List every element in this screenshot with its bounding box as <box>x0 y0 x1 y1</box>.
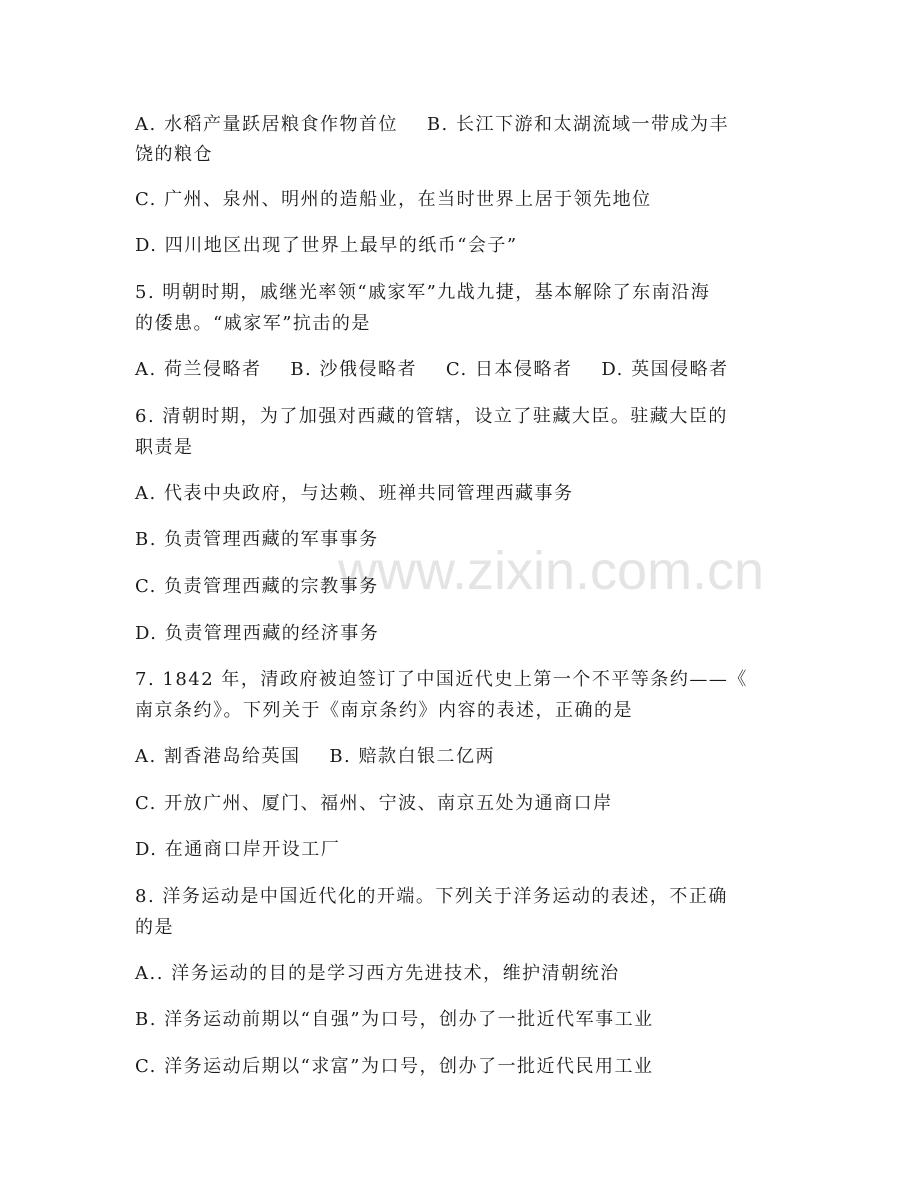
option-line-4c: C. 广州、泉州、明州的造船业，在当时世界上居于领先地位 <box>135 189 652 210</box>
question-6: 6. 清朝时期，为了加强对西藏的管辖，设立了驻藏大臣。驻藏大臣的 <box>135 406 728 427</box>
option-6c: C. 负责管理西藏的宗教事务 <box>135 576 379 597</box>
option-8c: C. 洋务运动后期以“求富”为口号，创办了一批近代民用工业 <box>135 1056 654 1077</box>
option-7c: C. 开放广州、厦门、福州、宁波、南京五处为通商口岸 <box>135 793 613 814</box>
question-8-cont: 的是 <box>135 917 174 938</box>
option-8b: B. 洋务运动前期以“自强”为口号，创办了一批近代军事工业 <box>135 1009 654 1030</box>
question-5: 5. 明朝时期，戚继光率领“戚家军”九战九捷，基本解除了东南沿海 <box>135 282 711 303</box>
option-6b: B. 负责管理西藏的军事事务 <box>135 529 379 550</box>
option-line-4d: D. 四川地区出现了世界上最早的纸币“会子” <box>135 235 518 256</box>
watermark: www.zixin.com.cn <box>338 541 765 601</box>
options-7ab: A. 割香港岛给英国 B. 赔款白银二亿两 <box>135 746 495 767</box>
option-line-4a-4b: A. 水稻产量跃居粮食作物首位 B. 长江下游和太湖流域一带成为丰 <box>135 114 729 135</box>
option-7d: D. 在通商口岸开设工厂 <box>135 839 341 860</box>
question-7: 7. 1842 年，清政府被迫签订了中国近代史上第一个不平等条约——《 <box>135 669 748 690</box>
option-line-4b-cont: 饶的粮仓 <box>135 144 213 165</box>
question-8: 8. 洋务运动是中国近代化的开端。下列关于洋务运动的表述，不正确 <box>135 886 728 907</box>
options-5: A. 荷兰侵略者 B. 沙俄侵略者 C. 日本侵略者 D. 英国侵略者 <box>135 359 729 380</box>
question-7-cont: 南京条约》。下列关于《南京条约》内容的表述，正确的是 <box>135 700 633 721</box>
option-6a: A. 代表中央政府，与达赖、班禅共同管理西藏事务 <box>135 483 574 504</box>
option-6d: D. 负责管理西藏的经济事务 <box>135 623 380 644</box>
option-8a: A.. 洋务运动的目的是学习西方先进技术，维护清朝统治 <box>135 963 620 984</box>
question-5-cont: 的倭患。“戚家军”抗击的是 <box>135 313 371 334</box>
question-6-cont: 职责是 <box>135 437 194 458</box>
